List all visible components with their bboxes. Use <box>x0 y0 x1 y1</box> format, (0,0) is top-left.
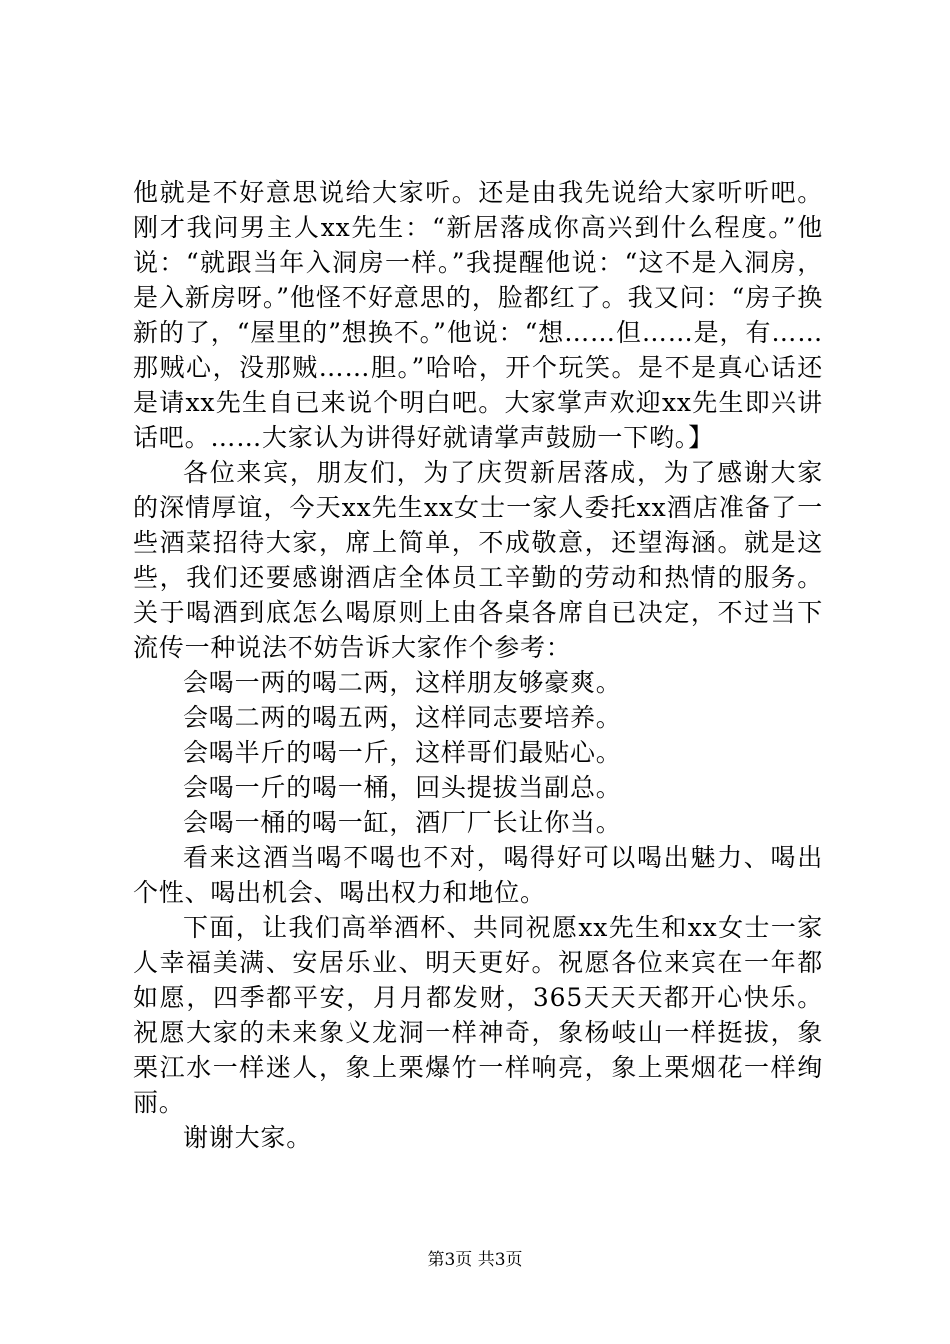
verse-line-4: 会喝一斤的喝一桶，回头提拔当副总。 <box>183 773 622 802</box>
verse-line-1: 会喝一两的喝二两，这样朋友够豪爽。 <box>183 668 622 697</box>
page-number-footer: 第3页 共3页 <box>427 1250 523 1270</box>
paragraph-comment: 看来这酒当喝不喝也不对，喝得好可以喝出魅力、喝出个性、喝出机会、喝出权力和地位。 <box>133 843 823 907</box>
verse-line-5: 会喝一桶的喝一缸，酒厂厂长让你当。 <box>183 808 622 837</box>
paragraph-toast: 下面，让我们高举酒杯、共同祝愿xx先生和xx女士一家人幸福美满、安居乐业、明天更好。祝愿各位来宾在一年都如愿，四季都平安，月月都发财，365天天天都开心快乐。祝愿大家的未来象义龙洞一样神奇，象杨岐山一样挺拔，象栗江水一样迷人，象上栗爆竹一样响亮，象上栗烟花一样绚丽。 <box>133 913 823 1117</box>
paragraph-thanks: 谢谢大家。 <box>183 1123 313 1152</box>
paragraph-continued: 他就是不好意思说给大家听。还是由我先说给大家听听吧。刚才我问男主人xx先生：“新居落成你高兴到什么程度。”他说：“就跟当年入洞房一样。”我提醒他说：“这不是入洞房，是入新房呀。”他怪不好意思的，脸都红了。我又问：“房子换新的了，“屋里的”想换不。”他说：“想……但……是，有……那贼心，没那贼……胆。”哈哈，开个玩笑。是不是真心话还是请xx先生自已来说个明白吧。大家掌声欢迎xx先生即兴讲话吧。……大家认为讲得好就请掌声鼓励一下哟。】 <box>133 178 823 452</box>
verse-line-2: 会喝二两的喝五两，这样同志要培养。 <box>183 703 622 732</box>
verse-line-3: 会喝半斤的喝一斤，这样哥们最贴心。 <box>183 738 622 767</box>
paragraph-greeting: 各位来宾，朋友们，为了庆贺新居落成，为了感谢大家的深情厚谊，今天xx先生xx女士一家人委托xx酒店准备了一些酒菜招待大家，席上简单，不成敬意，还望海涵。就是这些，我们还要感谢酒店全体员工辛勤的劳动和热情的服务。关于喝酒到底怎么喝原则上由各桌各席自已决定，不过当下流传一种说法不妨告诉大家作个参考： <box>133 458 823 662</box>
document-body <box>133 175 823 1155</box>
